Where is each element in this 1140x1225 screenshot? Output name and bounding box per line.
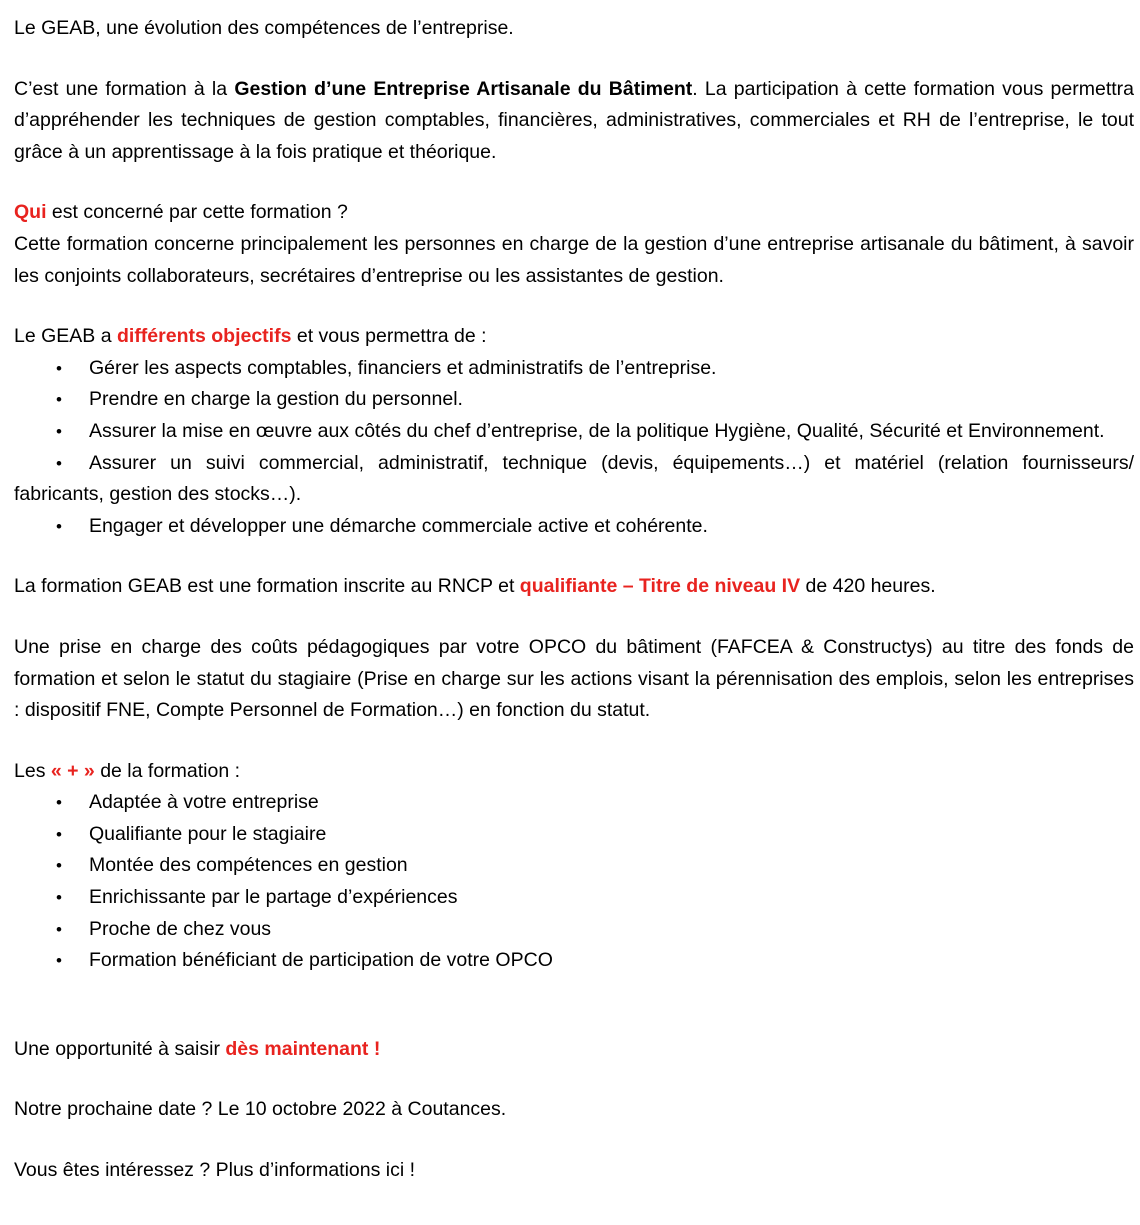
list-item (14, 945, 1134, 977)
funding-text: Une prise en charge des coûts pédagogiques par votre OPCO du bâtiment (FAFCEA & Constructys) au titre des fonds de formation et selon le statut du stagiaire (Prise en charge sur les actions visant la pérennisation des emplois, selon les entreprises : dispositif FNE, Compte Personnel de Formation…) en fonction du statut. (14, 635, 1134, 722)
next-date-text: Notre prochaine date ? Le 10 octobre 2022 à Coutances. (14, 1098, 507, 1121)
list-item (14, 416, 1134, 448)
opportunity-line (14, 1034, 1134, 1066)
rncp-post: de 420 heures. (800, 575, 936, 598)
who-heading (14, 197, 1134, 229)
list-item-text: Enrichissante par le partage d’expériences (88, 886, 458, 909)
objectives-lead-pre: Le GEAB a (14, 325, 117, 348)
who-heading-rest: est concerné par cette formation ? (46, 201, 348, 224)
funding-paragraph (14, 632, 1134, 727)
list-item (14, 448, 1134, 511)
list-item-text: Formation bénéficiant de participation de votre OPCO (88, 949, 553, 972)
list-item-text: Engager et développer une démarche commerciale active et cohérente. (88, 514, 708, 537)
opportunity-highlight: dès maintenant ! (225, 1037, 381, 1060)
plus-list (14, 787, 1134, 977)
bullet-icon: • (56, 856, 62, 876)
rncp-pre: La formation GEAB est une formation inscrite au RNCP et (14, 575, 520, 598)
list-item-text: Qualifiante pour le stagiaire (88, 822, 327, 845)
bullet-icon: • (56, 421, 62, 441)
title-line (14, 13, 1134, 45)
bullet-icon: • (56, 516, 62, 536)
bullet-icon: • (56, 358, 62, 378)
list-item-text: Montée des compétences en gestion (88, 854, 408, 877)
list-item-text: Adaptée à votre entreprise (88, 791, 319, 814)
objectives-lead-post: et vous permettra de : (291, 325, 487, 348)
who-body (14, 229, 1134, 292)
list-item-text: Gérer les aspects comptables, financiers et administratifs de l’entreprise. (88, 356, 717, 379)
plus-lead (14, 756, 1134, 788)
list-item (14, 914, 1134, 946)
opportunity-pre: Une opportunité à saisir (14, 1037, 226, 1060)
objectives-highlight: différents objectifs (116, 325, 292, 348)
rncp-line (14, 571, 1134, 603)
plus-lead-pre: Les (14, 759, 51, 782)
list-item-text: Proche de chez vous (88, 917, 272, 940)
cta-text: Vous êtes intéressez ? Plus d’informations ici ! (14, 1159, 416, 1182)
list-item (14, 882, 1134, 914)
intro-post: . La participation à cette formation vous permettra d’appréhender les techniques de gestion comptables, financières, administratives, commerciales et RH de l’entreprise, le tout grâce à un apprentissage à la fois pratique et théorique. (14, 77, 1134, 163)
cta-line (14, 1155, 1134, 1187)
intro-bold: Gestion d’une Entreprise Artisanale du Bâtiment (234, 77, 693, 100)
list-item-text: Assurer la mise en œuvre aux côtés du chef d’entreprise, de la politique Hygiène, Qualité, Sécurité et Environnement. (88, 419, 1105, 442)
list-item (14, 850, 1134, 882)
next-date-line (14, 1094, 1134, 1126)
bullet-icon: • (56, 888, 62, 908)
bullet-icon: • (56, 919, 62, 939)
list-item (14, 384, 1134, 416)
bullet-icon: • (56, 793, 62, 813)
objectives-list (14, 353, 1134, 543)
list-item (14, 819, 1134, 851)
rncp-highlight: qualifiante – Titre de niveau IV (519, 575, 801, 598)
plus-highlight: « + » (50, 759, 95, 782)
list-item (14, 353, 1134, 385)
bullet-icon: • (56, 951, 62, 971)
objectives-lead (14, 321, 1134, 353)
title-text: Le GEAB, une évolution des compétences de l’entreprise. (14, 17, 514, 39)
plus-lead-post: de la formation : (94, 759, 241, 782)
list-item (14, 787, 1134, 819)
list-item-text: Assurer un suivi commercial, administratif, technique (devis, équipements…) et matériel (relation fournisseurs/ fabricants, gestion des stocks…). (14, 451, 1134, 506)
intro-pre: C’est une formation à la (14, 77, 235, 100)
bullet-icon: • (56, 824, 62, 844)
list-item (14, 511, 1134, 543)
who-highlight: Qui (14, 201, 47, 224)
intro-paragraph (14, 74, 1134, 169)
who-body-text: Cette formation concerne principalement les personnes en charge de la gestion d’une entreprise artisanale du bâtiment, à savoir les conjoints collaborateurs, secrétaires d’entreprise ou les assistantes de gestion. (14, 232, 1134, 287)
list-item-text: Prendre en charge la gestion du personnel. (88, 388, 463, 411)
bullet-icon: • (56, 453, 62, 473)
bullet-icon: • (56, 390, 62, 410)
